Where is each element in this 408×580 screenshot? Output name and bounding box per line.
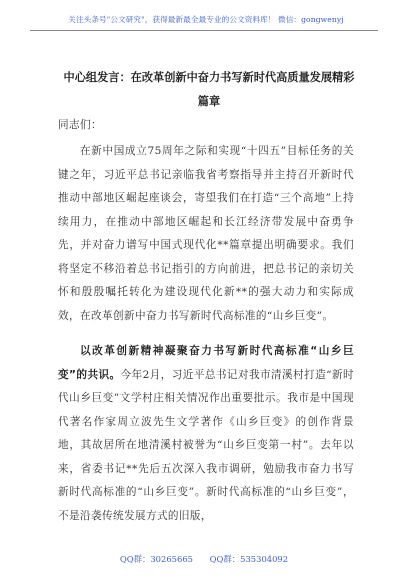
- paragraph-2: [58, 340, 354, 528]
- paragraph-2-body: 今年2月，习近平总书记对我市清溪村打造“新时代山乡巨变”文学村庄相关情况作出重要批示。我市是中国现代著名作家周立波先生文学著作《山乡巨变》的创作背景地，其故居所在地清溪村被誉为“山乡巨变第一村”。去年以来，省委书记**先后五次深入我市调研，勉励我市奋力书写新时代高标准的“山乡巨变”。新时代高标准的“山乡巨变”，不是沿袭传统发展方式的旧版，: [58, 368, 354, 522]
- paragraph-1: 在新中国成立75周年之际和实现“十四五”目标任务的关键之年，习近平总书记亲临我省考察指导并主持召开新时代推动中部地区崛起座谈会，寄望我们在打造“三个高地”上持续用力，在推动中部地区崛起和长江经济带发展中奋勇争先，并对奋力谱写中国式现代化**篇章提出明确要求。我们将坚定不移沿着总书记指引的方向前进，把总书记的亲切关怀和殷殷嘱托转化为建设现代化新**的强大动力和实际成效，在改革创新中奋力书写新时代高标准的“山乡巨变”。: [58, 145, 354, 322]
- footer-qq-group-1: QQ群：30265665: [119, 554, 193, 564]
- document-title: 中心组发言：在改革创新中奋力书写新时代高质量发展精彩篇章: [63, 71, 355, 108]
- footer-qq-group-2: QQ群：535304092: [209, 554, 289, 564]
- header-divider: [30, 30, 378, 31]
- salutation: 同志们：: [58, 119, 102, 131]
- header-promo-text: 关注头条号"公文研究"，获得最新最全最专业的公文资料库！ 微信：gongwenyj: [68, 15, 344, 24]
- footer: [0, 553, 408, 565]
- paragraph-2-lead: 以改革创新精神凝聚奋力书写新时代高标准“山乡巨变”的共识。: [58, 345, 354, 381]
